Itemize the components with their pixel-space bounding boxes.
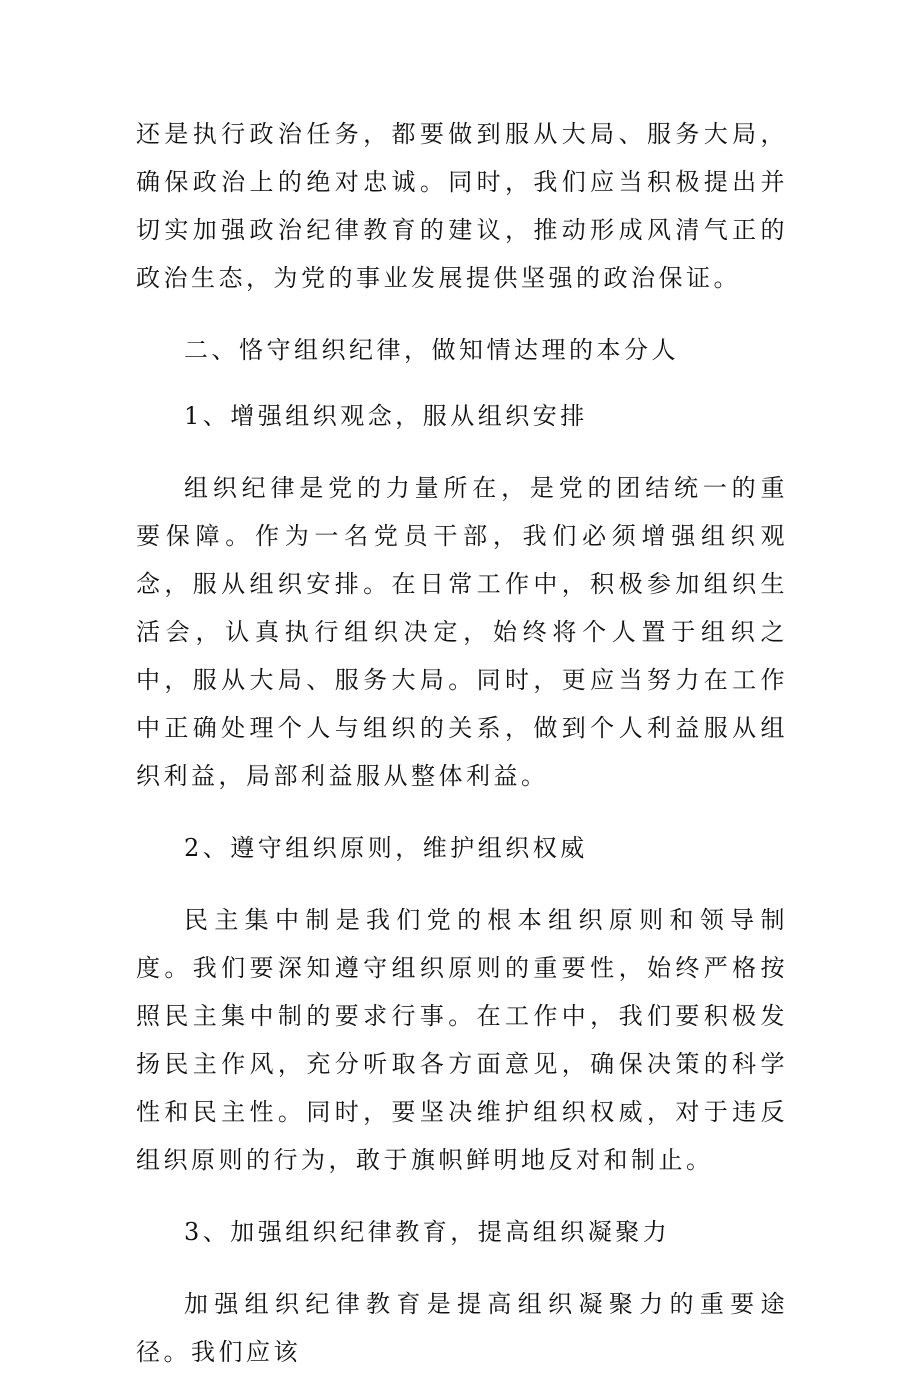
spacer [136,302,788,326]
section-heading-2: 二、恪守组织纪律，做知情达理的本分人 [184,336,679,364]
spacer [136,1184,788,1208]
subsection-heading-3: 3、加强组织纪律教育，提高组织凝聚力 [184,1218,671,1246]
spacer [136,800,788,824]
paragraph-sub1: 组织纪律是党的力量所在，是党的团结统一的重要保障。作为一名党员干部，我们必须增强组织观念，服从组织安排。在日常工作中，积极参加组织生活会，认真执行组织决定，始终将个人置于组织之中，服从大局、服务大局。同时，更应当努力在工作中正确处理个人与组织的关系，做到个人利益服从组织利益，局部利益服从整体利益。 [136,474,788,790]
paragraph-sub2: 民主集中制是我们党的根本组织原则和领导制度。我们要深知遵守组织原则的重要性，始终严格按照民主集中制的要求行事。在工作中，我们要积极发扬民主作风，充分听取各方面意见，确保决策的科学性和民主性。同时，要坚决维护组织权威，对于违反组织原则的行为，敢于旗帜鲜明地反对和制止。 [136,906,788,1174]
spacer [136,440,788,464]
spacer [136,1256,788,1280]
subsection-heading-2: 2、遵守组织原则，维护组织权威 [184,834,588,862]
paragraph-sub3: 加强组织纪律教育是提高组织凝聚力的重要途径。我们应该 [136,1290,788,1366]
paragraph-continued: 还是执行政治任务，都要做到服从大局、服务大局，确保政治上的绝对忠诚。同时，我们应当积极提出并切实加强政治纪律教育的建议，推动形成风清气正的政治生态，为党的事业发展提供坚强的政治保证。 [136,120,788,292]
spacer [136,374,788,392]
spacer [136,872,788,896]
document-body [136,110,788,1376]
subsection-heading-1: 1、增强组织观念，服从组织安排 [184,402,588,430]
